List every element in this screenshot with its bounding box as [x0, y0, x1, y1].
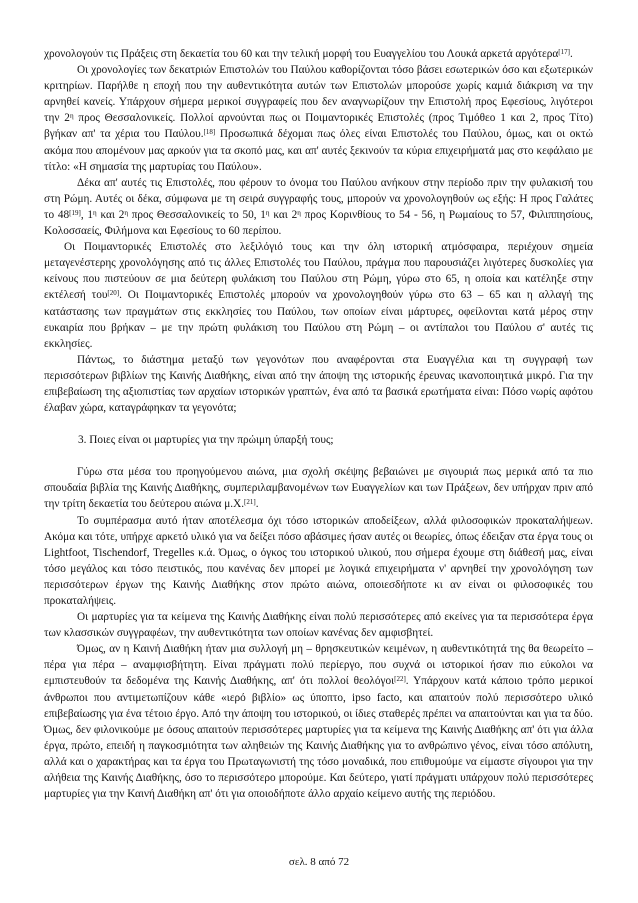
ordinal-superscript: η	[93, 208, 97, 217]
footnote-ref[interactable]: [17]	[558, 48, 570, 56]
paragraph-9: Όμως, αν η Καινή Διαθήκη ήταν μια συλλογή μη – θρησκευτικών κειμένων, η αυθεντικότητά της θα θεωρείτο – πέρα για πέρα – αναμφισβήτητη. Είναι πράγματι πολύ περίεργο, που συχνά οι ιστορικοί ήσαν πιο εύκολοι να εμπιστευθούν τα δεδομένα της Καινής Διαθήκης, απ' ότι πολλοί θεολόγοι[22]. Υπάρχουν κατά κάποιο τρόπο μερικοί άνθρωποι που αντιμετωπίζουν κάθε «ιερό βιβλίο» ως ύποπτο, ipso facto, και απαιτούν πολύ περισσότερο υλικό επιβεβαίωσης για ένα τέτοιο έργο. Από την άποψη του ιστορικού, οι ίδιες σταθερές πρέπει να απαιτούνται και για τα δύο. Όμως, δεν φιλονικούμε με όσους απαιτούν περισσότερες μαρτυρίες για τα κείμενα της Καινής Διαθήκης απ' ότι για άλλα έργα, πρώτο, επειδή η παγκοσμιότητα των αληθειών της Καινής Διαθήκης για το ανθρώπινο γένος, είναι τόσο απόλυτη, αλλά και ο χαρακτήρας και τα έργα του Πρωταγωνιστή της τόσο μοναδικά, που επιθυμούμε να είμαστε σίγουροι για την αλήθεια της Καινής Διαθήκης, όσο το περισσότερο μπορούμε. Και δεύτερο, γιατί πράγματι υπάρχουν πολύ περισσότερες μαρτυρίες για την Καινή Διαθήκη απ' ότι για οποιοδήποτε άλλο αρχαίο κείμενο αυτής της περιόδου.	[44, 643, 593, 801]
ordinal-superscript: η	[69, 112, 74, 121]
paragraph-1: χρονολογούν τις Πράξεις στη δεκαετία του 60 και την τελική μορφή του Ευαγγελίου του Λουκά αρκετά αργότερα[17].	[44, 48, 573, 60]
paragraph-8: Οι μαρτυρίες για τα κείμενα της Καινής Διαθήκης είναι πολύ περισσότερες από εκείνες για τα περισσότερα έργα των κλασσικών συγγραφέων, την αυθεντικότητα των οποίων κανένας δεν αμφισβητεί.	[44, 611, 593, 640]
footnote-ref[interactable]: [22]	[394, 675, 406, 684]
footnote-ref[interactable]: [19]	[69, 208, 81, 217]
paragraph-6: Γύρω στα μέσα του προηγούμενου αιώνα, μια σχολή σκέψης βεβαιώνει με σιγουριά πως μερικά από τα πιο σπουδαία βιβλία της Καινής Διαθήκης, συμπεριλαμβανομένων των Ευαγγελίων και των Πράξεων, δεν υπήρχαν πριν από την τρίτη δεκαετία του δεύτερου αιώνα μ.Χ.[21].	[44, 466, 593, 511]
paragraph-4: Οι Ποιμαντορικές Επιστολές στο λεξιλόγιό τους και την όλη ιστορική ατμόσφαιρα, περιέχουν σημεία μεταγενέστερης χρονολόγησης από τις άλλες Επιστολές του Παύλου, πράγμα που παρουσιάζει λιγότερες δυσκολίες για κείνους που πιστεύουν σε μια δεύτερη φυλάκιση του Παύλου στη Ρώμη, γύρω στο 65, η οποία και κατέληξε στην εκτέλεσή του[20]. Οι Ποιμαντορικές Επιστολές μπορούν να χρονολογηθούν γύρω στο 63 – 65 και η αλλαγή της κατάστασης των πραγμάτων στις εκκλησίες του Παύλου, των οποίων είναι μάρτυρες, οφείλονται κατά μέρος στην ευκαιρία που βρήκαν – με την πρώτη φυλάκιση του Παύλου στη Ρώμη – οι αντίπαλοι του Παύλου σ' αυτές τις εκκλησίες.	[44, 241, 593, 350]
paragraph-3: Δέκα απ' αυτές τις Επιστολές, που φέρουν το όνομα του Παύλου ανήκουν στην περίοδο πριν την φυλακισή του στη Ρώμη. Αυτές οι δέκα, σύμφωνα με τη σειρά συγγραφής τους, μπορούν να χρονολογηθούν ως εξής: Η προς Γαλάτες το 48[19], $1^\eta$ και $2^\eta$ προς Θεσσαλονικείς το 50, $1^\eta$ και $2^\eta$ προς Κορινθίους το 54 - 56, η Ρωμαίους το 57, Φιλιππησίους, Κολοσσαείς, Φιλήμονα και Εφεσίους το 60 περίπου.	[44, 176, 594, 238]
ordinal-superscript: η	[297, 208, 301, 217]
footnote-ref[interactable]: [20]	[107, 289, 120, 298]
footnote-ref[interactable]: [18]	[203, 128, 216, 137]
paragraph-7: Το συμπέρασμα αυτό ήταν αποτέλεσμα όχι τόσο ιστορικών αποδείξεων, αλλά φιλοσοφικών προκαταλήψεων. Ακόμα και τότε, υπήρχε αρκετό υλικό για να δείξει πόσο αβάσιμες ήσαν αυτές οι θεωρίες, όπως έδειξαν στα έργα τους οι Lightfoot, Tischendorf, Tregelles κ.ά. Όμως, ο όγκος του ιστορικού υλικού, που σήμερα έχουμε στη διάθεσή μας, είναι τόσο μεγάλος και τόσο πειστικός, που κανένας δεν μπορεί με λογικά επιχειρήματα ν' αρνηθεί την χρονολόγηση των περισσότερων έργων της Καινής Διαθήκης στον πρώτο αιώνα, οποιεσδήποτε κι αν είναι οι φιλοσοφικές του προκαταλήψεις.	[44, 514, 593, 607]
section-heading: 3. Ποιες είναι οι μαρτυρίες για την πρώιμη ύπαρξή τους;	[78, 434, 334, 447]
paragraph-5: Πάντως, το διάστημα μεταξύ των γεγονότων που αναφέρονται στα Ευαγγέλια και τη συγγραφή των περισσότερων βιβλίων της Καινής Διαθήκης, είναι από την άποψη της ιστορικής έρευνας ικανοποιητικά μικρό. Για την επιβεβαίωση της αξιοπιστίας των αρχαίων ιστορικών γραπτών, ένα από τα βασικά ερωτήματα είναι: Πόσο νωρίς αφότου έλαβαν χώρα, καταγράφηκαν τα γεγονότα;	[44, 353, 593, 415]
ordinal-superscript: η	[124, 208, 128, 217]
footnote-ref[interactable]: [21]	[244, 498, 256, 507]
document-page	[44, 46, 593, 802]
paragraph-2: Οι χρονολογίες των δεκατριών Επιστολών του Παύλου καθορίζονται τόσο βάσει εσωτερικών όσο και εξωτερικών κριτηρίων. Παρήλθε η εποχή που την αυθεντικότητα αυτών των Επιστολών μπορούσε χωρίς καμιά διάκριση να την αρνηθεί κανείς. Υπάρχουν σήμερα μερικοί συγγραφείς που δεν αναγνωρίζουν την Επιστολή προς Εφεσίους, λιγότεροι την $2^\eta$ προς Θεσσαλονικείς. Πολλοί αρνούνται πως οι Ποιμαντορικές Επιστολές (προς Τιμόθεο 1 και 2, προς Τίτο) βγήκαν απ' τα χέρια του Παύλου.[18] Προσωπικά δέχομαι πως όλες είναι Επιστολές του Παύλου, όμως, και οι οκτώ ακόμα που απομένουν μας αρκούν για τα σκοπό μας, και απ' αυτές ξεκινούν τα κύρια επιχειρήματά μας στο κεφάλαιο με τίτλο: «Η σημασία της μαρτυρίας του Παύλου».	[44, 64, 593, 173]
page-number: σελ. 8 από 72	[288, 856, 350, 868]
ordinal-superscript: η	[265, 208, 270, 217]
